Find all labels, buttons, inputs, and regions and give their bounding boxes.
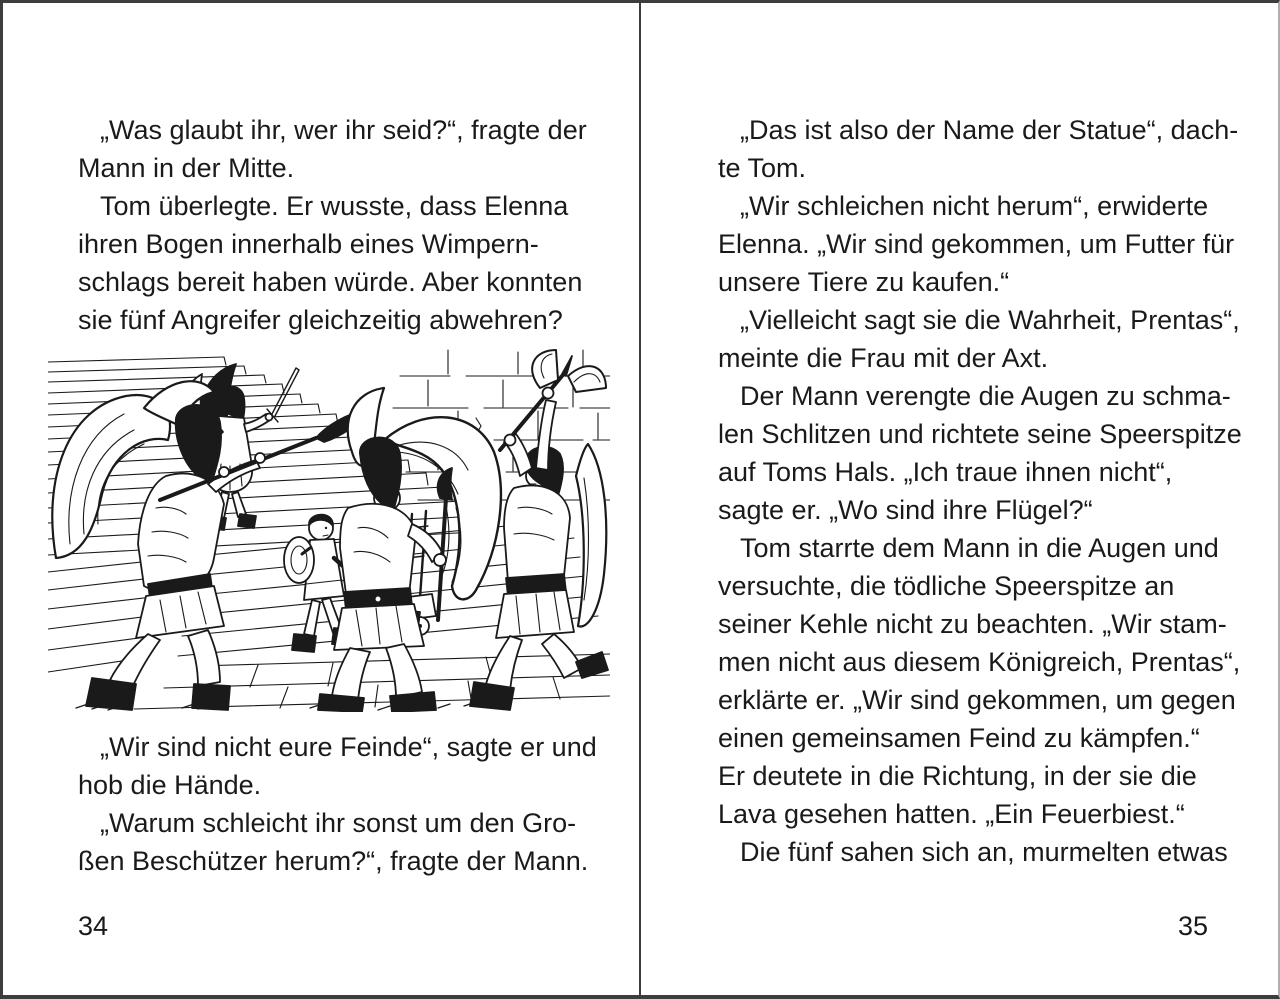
- text-line: „Wir schleichen nicht herum“, erwiderte: [740, 191, 1209, 221]
- right-page-text: [718, 111, 1242, 871]
- text-line: schlags bereit haben würde. Aber konnten: [78, 267, 583, 297]
- paragraph: [78, 728, 597, 804]
- page-right[interactable]: [641, 0, 1280, 999]
- text-line: men nicht aus diesem Königreich, Prentas“,: [718, 647, 1241, 677]
- left-page-text-upper: [78, 111, 587, 339]
- page-number-left: 34: [78, 911, 109, 941]
- gutter-divider: [639, 0, 641, 999]
- text-line: Tom starrte dem Mann in die Augen und: [740, 533, 1219, 563]
- text-line: versuchte, die tödliche Speerspitze an: [718, 571, 1175, 601]
- left-page-text-lower: [78, 728, 597, 880]
- paragraph: [718, 377, 1242, 529]
- text-line: „Warum schleicht ihr sonst um den Gro-: [100, 808, 577, 838]
- paragraph: [718, 833, 1238, 871]
- text-line: „Vielleicht sagt sie die Wahrheit, Prentas“,: [740, 305, 1240, 335]
- text-line: erklärte er. „Wir sind gekommen, um gegen: [718, 685, 1236, 715]
- paragraph: [78, 111, 587, 187]
- battle-illustration-svg: [48, 348, 610, 712]
- text-line: sagte er. „Wo sind ihre Flügel?“: [718, 495, 1093, 525]
- paragraph: [78, 187, 583, 339]
- text-line: „Das ist also der Name der Statue“, dach-: [740, 115, 1239, 145]
- paragraph: [78, 804, 589, 880]
- page-left[interactable]: [0, 0, 639, 999]
- paragraph: [718, 529, 1241, 833]
- text-line: Er deutete in die Richtung, in der sie die: [718, 761, 1197, 791]
- text-line: meinte die Frau mit der Axt.: [718, 343, 1049, 373]
- text-line: Die fünf sahen sich an, murmelten etwas: [740, 837, 1228, 867]
- text-line: einen gemeinsamen Feind zu kämpfen.“: [718, 723, 1200, 753]
- text-line: Lava gesehen hatten. „Ein Feuerbiest.“: [718, 799, 1185, 829]
- text-line: Der Mann verengte die Augen zu schma-: [740, 381, 1231, 411]
- text-line: hob die Hände.: [78, 770, 262, 800]
- text-line: seiner Kehle nicht zu beachten. „Wir stam-: [718, 609, 1227, 639]
- text-line: Elenna. „Wir sind gekommen, um Futter für: [718, 229, 1235, 259]
- text-line: len Schlitzen und richtete seine Speerspitze: [718, 419, 1242, 449]
- text-line: auf Toms Hals. „Ich traue ihnen nicht“,: [718, 457, 1173, 487]
- text-line: Mann in der Mitte.: [78, 153, 295, 183]
- text-line: ihren Bogen innerhalb eines Wimpern-: [78, 229, 539, 259]
- text-line: ßen Beschützer herum?“, fragte der Mann.: [78, 846, 589, 876]
- text-line: te Tom.: [718, 153, 807, 183]
- text-line: unsere Tiere zu kaufen.“: [718, 267, 1010, 297]
- paragraph: [718, 301, 1238, 377]
- text-line: „Was glaubt ihr, wer ihr seid?“, fragte der: [100, 115, 587, 145]
- text-line: „Wir sind nicht eure Feinde“, sagte er und: [100, 732, 597, 762]
- text-line: sie fünf Angreifer gleichzeitig abwehren?: [78, 305, 563, 335]
- paragraph: [718, 187, 1238, 301]
- page-number-right: 35: [1178, 911, 1209, 941]
- text-line: Tom überlegte. Er wusste, dass Elenna: [100, 191, 569, 221]
- battle-illustration: [48, 348, 610, 712]
- paragraph: [718, 111, 1238, 187]
